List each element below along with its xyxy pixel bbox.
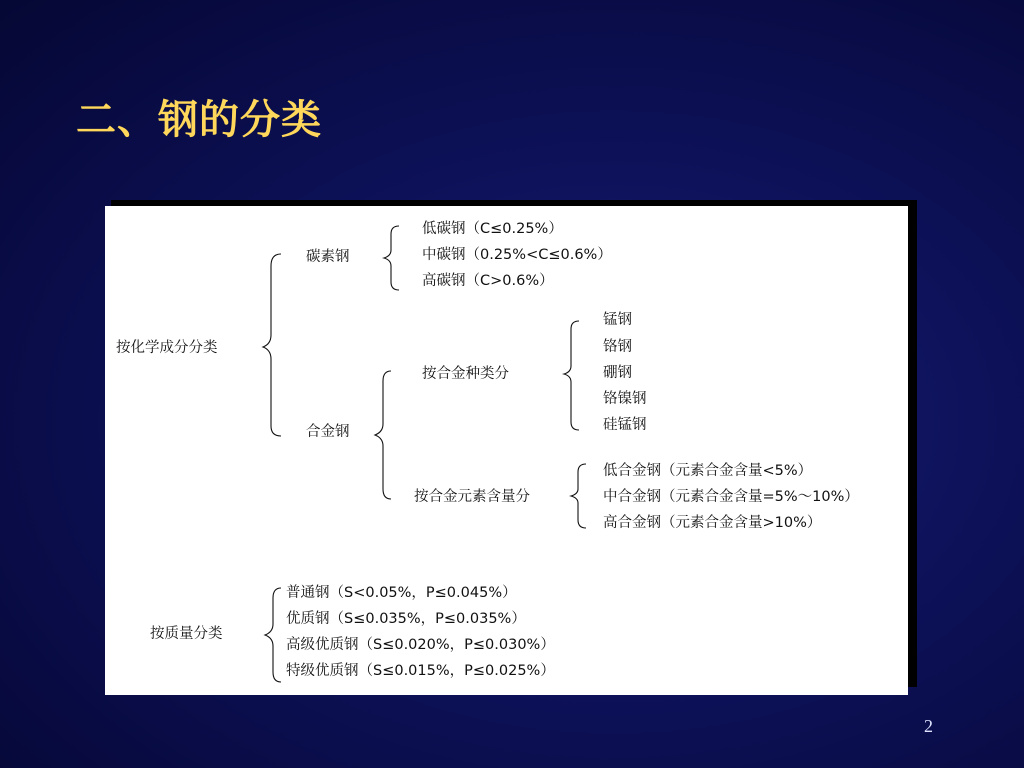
brace-by-type [564, 321, 579, 430]
quality-item-quality: 优质钢（S≤0.035%，P≤0.035%） [286, 611, 526, 627]
alloy-type-item-boron: 硼钢 [603, 365, 632, 381]
alloy-type-item-silicon-manganese: 硅锰钢 [603, 417, 647, 433]
brace-carbon [384, 226, 399, 290]
alloy-steel-label: 合金钢 [306, 424, 350, 440]
by-alloy-content-label: 按合金元素含量分 [414, 489, 530, 505]
chemical-classification-label: 按化学成分分类 [116, 340, 218, 356]
by-alloy-type-label: 按合金种类分 [422, 366, 509, 382]
quality-classification-label: 按质量分类 [150, 626, 223, 642]
carbon-item-low: 低碳钢（C≤0.25%） [422, 221, 563, 237]
slide-title: 二、钢的分类 [76, 97, 322, 143]
brace-quality [265, 588, 281, 682]
alloy-content-item-low: 低合金钢（元素合金含量<5%） [603, 463, 813, 479]
alloy-content-item-medium: 中合金钢（元素合金含量=5%～10%） [603, 489, 859, 505]
brace-by-content [571, 464, 586, 528]
quality-item-special-grade: 特级优质钢（S≤0.015%，P≤0.025%） [286, 663, 555, 679]
brace-alloy [375, 371, 391, 499]
carbon-steel-label: 碳素钢 [306, 249, 350, 265]
quality-item-ordinary: 普通钢（S<0.05%，P≤0.045%） [286, 585, 517, 601]
carbon-item-high: 高碳钢（C>0.6%） [422, 273, 554, 289]
alloy-type-item-manganese: 锰钢 [603, 312, 632, 328]
carbon-item-medium: 中碳钢（0.25%<C≤0.6%） [422, 247, 612, 263]
alloy-content-item-high: 高合金钢（元素合金含量>10%） [603, 515, 822, 531]
classification-diagram [105, 206, 908, 695]
alloy-type-item-chromium: 铬钢 [603, 339, 632, 355]
alloy-type-item-chromium-nickel: 铬镍钢 [603, 391, 647, 407]
brace-chemical [263, 254, 281, 436]
quality-item-high-grade: 高级优质钢（S≤0.020%，P≤0.030%） [286, 637, 555, 653]
page-number: 2 [924, 716, 933, 736]
